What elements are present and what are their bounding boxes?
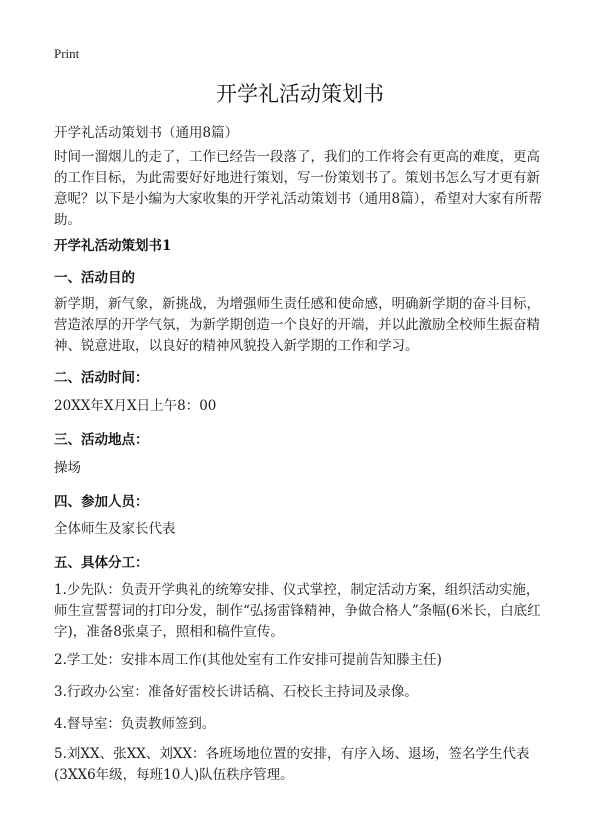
heading-purpose: 一、活动目的 xyxy=(54,270,135,286)
print-link[interactable]: Print xyxy=(54,46,80,61)
division-item-1: 1.少先队：负责开学典礼的统筹安排、仪式掌控，制定活动方案，组织活动实施，师生宣誓誓词的打印分发，制作“弘扬雷锋精神，争做合格人”条幅(6米长，白底红字)，准备8张桌子，照相和稿件宣传。 xyxy=(54,582,541,640)
time-value: 20XX年X月X日上午8：00 xyxy=(54,398,217,414)
division-item-3: 3.行政办公室：准备好雷校长讲话稿、石校长主持词及录像。 xyxy=(54,684,418,700)
heading-participants: 四、参加人员： xyxy=(54,494,149,510)
page-title: 开学礼活动策划书 xyxy=(216,82,384,106)
division-item-4: 4.督导室：负责教师签到。 xyxy=(54,716,216,732)
purpose-paragraph: 新学期，新气象，新挑战，为增强师生责任感和使命感，明确新学期的奋斗目标，营造浓厚的开学气氛，为新学期创造一个良好的开端，并以此激励全校师生振奋精神、锐意进取，以良好的精神风貌投入新学期的工作和学习。 xyxy=(54,296,540,354)
division-item-2: 2.学工处：安排本周工作(其他处室有工作安排可提前告知滕主任) xyxy=(54,652,442,668)
division-item-5: 5.刘XX、张XX、刘XX：各班场地位置的安排，有序入场、退场，签名学生代表(3XX6年级，每班10人)队伍秩序管理。 xyxy=(54,746,530,783)
heading-division: 五、具体分工： xyxy=(54,555,149,571)
intro-paragraph: 时间一溜烟儿的走了，工作已经告一段落了，我们的工作将会有更高的难度，更高的工作目标，为此需要好好地进行策划，写一份策划书了。策划书怎么写才更有新意呢？以下是小编为大家收集的开学礼活动策划书（通用8篇），希望对大家有所帮助。 xyxy=(54,149,542,228)
place-value: 操场 xyxy=(54,460,81,476)
heading-place: 三、活动地点： xyxy=(54,432,149,448)
heading-time: 二、活动时间： xyxy=(54,370,149,386)
participants-value: 全体师生及家长代表 xyxy=(54,521,176,537)
section-title: 开学礼活动策划书1 xyxy=(54,238,172,254)
document-subtitle: 开学礼活动策划书（通用8篇） xyxy=(54,125,239,141)
